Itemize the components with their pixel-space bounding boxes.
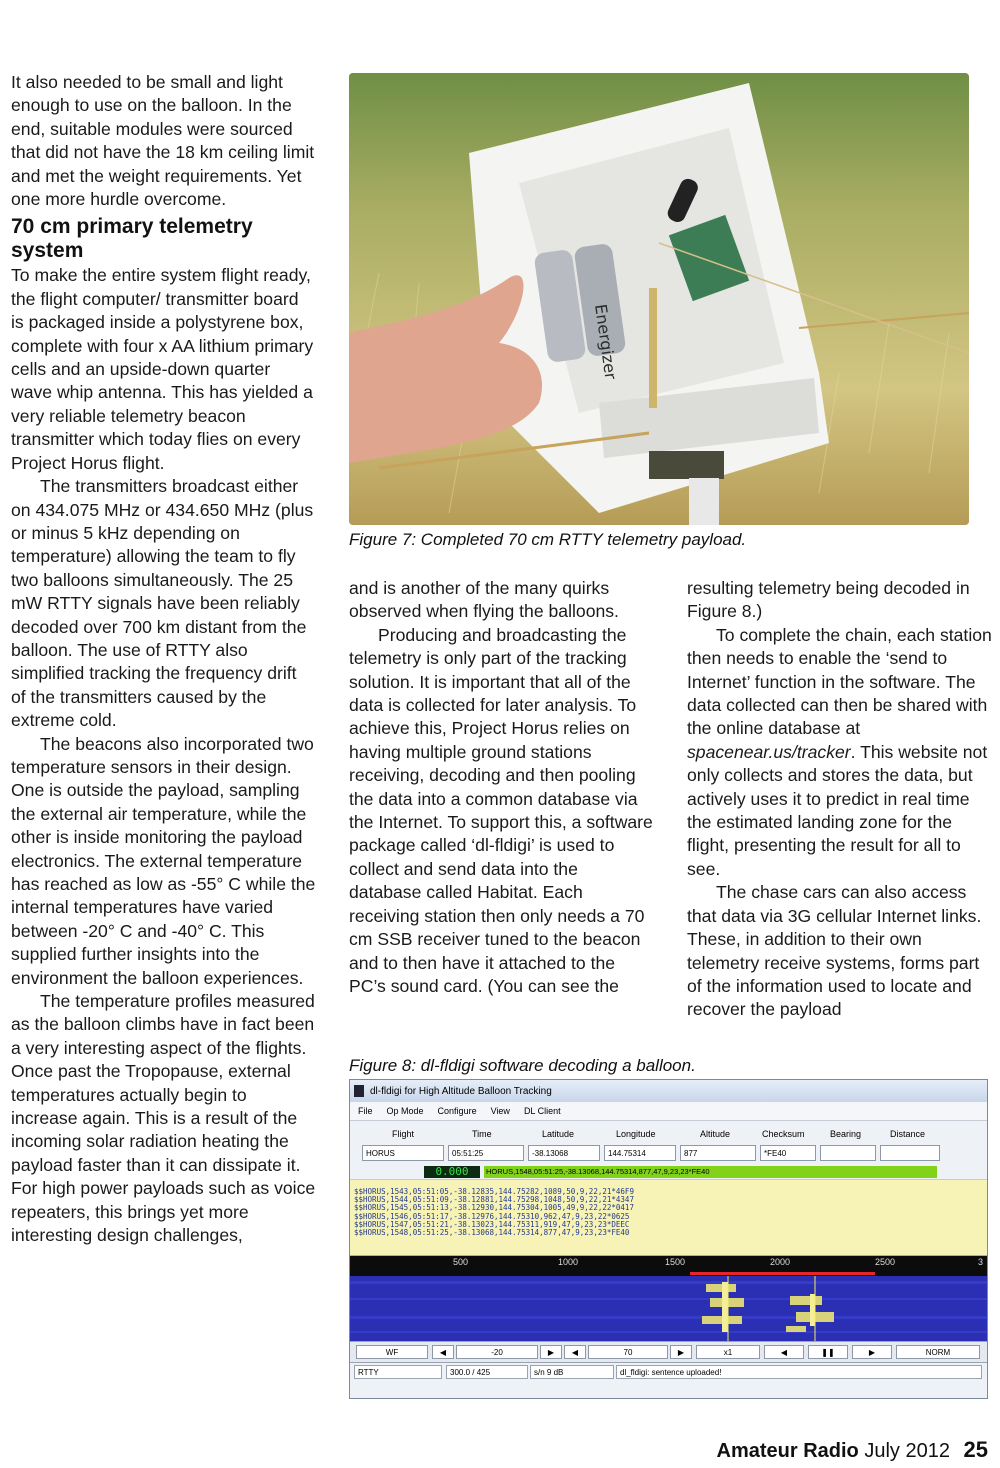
col3-paragraph-2	[687, 624, 993, 881]
signal-bandwidth-marker	[690, 1272, 875, 1275]
mode-indicator[interactable]: RTTY	[354, 1365, 442, 1379]
col1-paragraph-1: It also needed to be small and light enough to use on the balloon. In the end, suitable modules were sourced that did not have the 18 km ceiling limit and met the weight requirements. Yet one more hurdle overcome.	[11, 72, 315, 210]
time-field[interactable]: 05:51:25	[448, 1145, 524, 1161]
bearing-field[interactable]	[820, 1145, 876, 1161]
flight-select[interactable]: HORUS	[362, 1145, 444, 1161]
col3-paragraph-2-a: To complete the chain, each station then needs to enable the ‘send to Internet’ function in the software. The data collected can then be shared with the online database at	[687, 624, 992, 739]
col2-paragraph-1: and is another of the many quirks observed when flying the balloons.	[349, 578, 619, 622]
altitude-field[interactable]: 877	[680, 1145, 756, 1161]
payload-photo-illustration	[349, 73, 969, 525]
status-message: dl_fldigi: sentence uploaded!	[616, 1365, 982, 1379]
menu-configure[interactable]: Configure	[437, 1106, 477, 1116]
waterfall-graphic	[350, 1276, 987, 1341]
control-bar	[350, 1341, 987, 1362]
col3-paragraph-2-b: . This website not only collects and stores the data, but actively uses it to predict in real time the estimated landing zone for the flight, presenting the result for all to see.	[687, 741, 988, 879]
col1-paragraph-4: The beacons also incorporated two temperature sensors in their design. One is outside the payload, sampling the external air temperature, while the other is inside monitoring the payload electronics. The external temperature has reached as low as -55° C while the internal temperatures have varied between -20° C and -40° C. This supplied further insights into the environment the balloon experiences.	[11, 733, 316, 988]
scale-tick: 1500	[665, 1257, 686, 1267]
decoded-sentence-bar: HORUS,1548,05:51:25,-38.13068,144.75314,877,47,9,23,23*FE40	[484, 1166, 937, 1178]
col1-paragraph-5: The temperature profiles measured as the balloon climbs have in fact been a very interesting aspect of the flights. Once past the Tropopause, external temperatures actually begin to increase again. This is a result of the incoming solar radiation heating the payload faster than it can dissipate it. For high power payloads such as voice repeaters, this brings yet more interesting design challenges,	[11, 991, 316, 1246]
col3-paragraph-1: resulting telemetry being decoded in Figure 8.)	[687, 578, 970, 622]
receive-text-panel[interactable]	[350, 1180, 987, 1256]
column-1	[11, 71, 316, 1248]
checksum-field[interactable]: *FE40	[760, 1145, 816, 1161]
waterfall-level-field[interactable]: -20	[456, 1345, 538, 1359]
header-longitude: Longitude	[616, 1129, 656, 1139]
menu-file[interactable]: File	[358, 1106, 373, 1116]
header-checksum: Checksum	[762, 1129, 805, 1139]
rx-line: $$HORUS,1544,05:51:09,-38.12881,144.75298,1048,50,9,22,21*4347	[354, 1195, 634, 1205]
header-flight: Flight	[392, 1129, 415, 1139]
header-altitude: Altitude	[700, 1129, 731, 1139]
status-bar	[350, 1362, 987, 1381]
scale-tick: 2500	[875, 1257, 896, 1267]
page-number: 25	[963, 1437, 988, 1462]
figure-7-photo	[349, 73, 969, 525]
snr-readout: s/n 9 dB	[530, 1365, 614, 1379]
scroll-right-icon[interactable]: ▶	[852, 1345, 892, 1359]
tracker-url: spacenear.us/tracker	[687, 741, 851, 762]
rx-line: $$HORUS,1543,05:51:05,-38.12835,144.75282,1089,50,9,22,21*46F9	[354, 1187, 634, 1196]
window-titlebar	[350, 1080, 987, 1102]
latitude-field[interactable]: -38.13068	[528, 1145, 600, 1161]
frequency-display[interactable]: 0.000	[424, 1166, 480, 1178]
distance-field[interactable]	[880, 1145, 940, 1161]
wf-button[interactable]: WF	[356, 1345, 428, 1359]
waterfall-range-field[interactable]: 70	[588, 1345, 668, 1359]
left-arrow-icon[interactable]: ◀	[432, 1345, 454, 1359]
menu-op-mode[interactable]: Op Mode	[386, 1106, 424, 1116]
col3-paragraph-3: The chase cars can also access that data via 3G cellular Internet links. These, in addition to their own telemetry receive systems, forms part of the information used to locate and recover the payload	[687, 882, 982, 1020]
scale-tick: 1000	[558, 1257, 579, 1267]
frequency-row	[356, 1166, 981, 1178]
magazine-name: Amateur Radio	[716, 1440, 859, 1462]
zoom-button[interactable]: x1	[696, 1345, 760, 1359]
column-2	[349, 577, 655, 998]
header-bearing: Bearing	[830, 1129, 862, 1139]
pause-icon[interactable]: ❚❚	[808, 1345, 848, 1359]
window-title: dl-fldigi for High Altitude Balloon Tracking	[370, 1085, 552, 1097]
column-3	[687, 577, 993, 1022]
figure-8-caption: Figure 8: dl-fldigi software decoding a balloon.	[349, 1056, 696, 1075]
scroll-left-icon[interactable]: ◀	[764, 1345, 804, 1359]
scale-tick: 3	[978, 1257, 984, 1267]
left-arrow-icon[interactable]: ◀	[564, 1345, 586, 1359]
header-distance: Distance	[890, 1129, 926, 1139]
rx-line: $$HORUS,1547,05:51:21,-38.13023,144.75311,919,47,9,23,23*DEEC	[354, 1219, 630, 1229]
issue-date: July 2012	[864, 1440, 950, 1462]
right-arrow-icon[interactable]: ▶	[540, 1345, 562, 1359]
figure-7-caption: Figure 7: Completed 70 cm RTTY telemetry payload.	[349, 530, 747, 549]
col2-paragraph-2: Producing and broadcasting the telemetry is only part of the tracking solution. It is important that all of the data is collected for later analysis. To achieve this, Project Horus relies on having multiple ground stations receiving, decoding and then pooling the data into a common database via the Internet. To support this, a software package called ‘dl-fldigi’ is used to collect and send data into the database called Habitat. Each receiving station then only needs a 70 cm SSB receiver tuned to the beacon and to then have it attached to the PC’s sound card. (You can see the	[349, 624, 653, 996]
col1-paragraph-2: To make the entire system flight ready, the flight computer/ transmitter board is packaged inside a polystyrene box, complete with four x AA lithium primary cells and an upside-down quarter wave whip antenna. This has yielded a very reliable telemetry beacon transmitter which today flies on every Project Horus flight.	[11, 265, 314, 473]
frequency-scale	[350, 1256, 987, 1276]
telemetry-fields	[350, 1121, 987, 1180]
menu-view[interactable]: View	[490, 1106, 510, 1116]
menu-bar	[350, 1102, 987, 1121]
norm-button[interactable]: NORM	[896, 1345, 980, 1359]
col1-paragraph-3: The transmitters broadcast either on 434.075 MHz or 434.650 MHz (plus or minus 5 kHz depending on temperature) allowing the team to fly two balloons simultaneously. The 25 mW RTTY signals have been reliably decoded over 700 km distant from the balloon. The use of RTTY also simplified tracking the frequency drift of the transmitters caused by the extreme cold.	[11, 476, 314, 731]
rx-line: $$HORUS,1548,05:51:25,-38.13068,144.75314,877,47,9,23,23*FE40	[354, 1228, 630, 1238]
battery-label: Energizer	[591, 302, 621, 381]
scale-tick: 2000	[770, 1257, 791, 1267]
menu-dl-client[interactable]: DL Client	[523, 1106, 561, 1116]
header-time: Time	[472, 1129, 492, 1139]
rx-line: $$HORUS,1546,05:51:17,-38.12976,144.75310,962,47,9,23,22*0625	[354, 1211, 630, 1221]
frequency-readout: 300.0 / 425	[446, 1365, 528, 1379]
section-heading: 70 cm primary telemetry system	[11, 215, 253, 263]
right-arrow-icon[interactable]: ▶	[670, 1345, 692, 1359]
scale-tick: 500	[453, 1257, 469, 1267]
dl-fldigi-window	[349, 1079, 988, 1399]
longitude-field[interactable]: 144.75314	[604, 1145, 676, 1161]
header-latitude: Latitude	[542, 1129, 575, 1139]
rx-line: $$HORUS,1545,05:51:13,-38.12930,144.75304,1005,49,9,22,22*0417	[354, 1203, 634, 1213]
page-footer	[717, 1437, 988, 1463]
app-icon	[354, 1085, 364, 1097]
waterfall-display[interactable]	[350, 1276, 987, 1341]
